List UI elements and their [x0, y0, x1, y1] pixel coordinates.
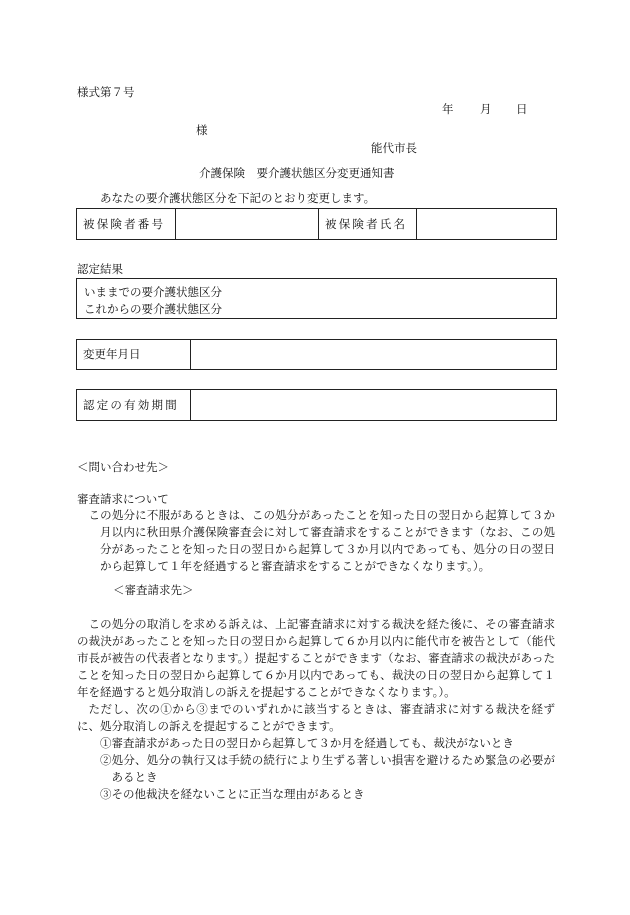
addressee-suffix: 様: [196, 123, 208, 137]
list-item: ②処分、処分の執行又は手続の続行により生ずる著しい損害を避けるため緊急の必要があるとき: [100, 753, 555, 784]
change-date-value: [190, 340, 556, 369]
insured-name-label: 被保険者氏名: [318, 209, 416, 239]
new-care-level-label: これからの要介護状態区分: [84, 302, 222, 316]
insured-table: [76, 208, 557, 240]
previous-care-level-label: いままでの要介護状態区分: [84, 285, 222, 299]
review-body: この処分に不服があるときは、この処分があったことを知った日の翌日から起算して３か月以内に秋田県介護保険審査会に対して審査請求をすることができます（なお、この処分があったことを知った日の翌日から起算して３か月以内であっても、処分の日の翌日から起算して１年を経過すると審査請求をすることができなくなります。）。: [88, 508, 555, 573]
lawsuit-section: [77, 616, 555, 803]
date-day: 日: [516, 102, 528, 116]
list-item: ①審査請求があった日の翌日から起算して３か月を経過しても、裁決がないとき: [100, 736, 514, 750]
insured-number-value: [175, 209, 318, 239]
date-month: 月: [480, 102, 492, 116]
date-year: 年: [442, 102, 454, 116]
intro-text: あなたの要介護状態区分を下記のとおり変更します。: [100, 191, 376, 205]
insured-name-value: [416, 209, 556, 239]
contact-heading: ＜問い合わせ先＞: [77, 460, 169, 474]
validity-value: [190, 390, 556, 420]
result-section-label: 認定結果: [77, 262, 123, 276]
lawsuit-conditions-list: [77, 735, 555, 803]
review-heading: 審査請求について: [77, 492, 169, 506]
insured-number-label: 被保険者番号: [83, 216, 166, 231]
lawsuit-body-1: この処分の取消しを求める訴えは、上記審査請求に対する裁決を経た後に、その審査請求の裁決があったことを知った日の翌日から起算して６か月以内に能代市を被告として（能代市長が被告の代表者となります。）提起することができます（なお、審査請求の裁決があったことを知った日の翌日から起算して６か月以内であっても、裁決の日の翌日から起算して１年を経過すると処分取消しの訴えを提起することができなくなります。）。: [77, 617, 555, 699]
document-title: 介護保険 要介護状態区分変更通知書: [199, 166, 395, 180]
lawsuit-body-2: ただし、次の①から③までのいずれかに該当するときは、審査請求に対する裁決を経ずに、処分取消しの訴えを提起することができます。: [77, 702, 555, 733]
validity-label: 認定の有効期間: [83, 397, 179, 412]
review-destination-heading: ＜審査請求先＞: [113, 583, 194, 597]
result-box: [76, 278, 557, 319]
issuer-name: 能代市長: [371, 141, 417, 155]
form-number: 様式第７号: [77, 85, 135, 99]
change-date-table: [76, 339, 557, 370]
change-date-label: 変更年月日: [83, 347, 141, 362]
list-item: ③その他裁決を経ないことに正当な理由があるとき: [100, 787, 365, 801]
review-section: [77, 507, 555, 575]
validity-table: [76, 389, 557, 421]
